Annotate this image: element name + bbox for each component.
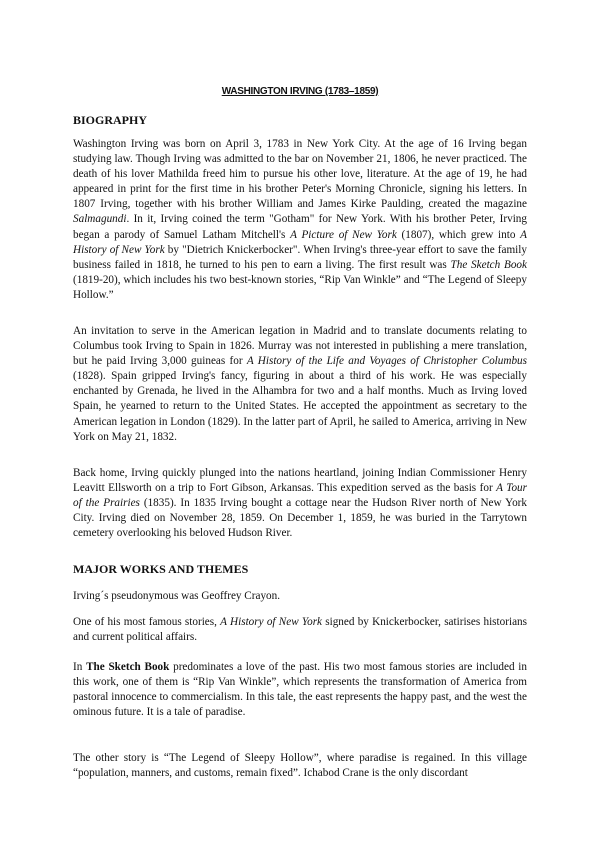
italic-title: A Tour of the Prairies <box>73 482 527 510</box>
biography-paragraph-1 <box>73 137 527 303</box>
text-run: Back home, Irving quickly plunged into the nations heartland, joining Indian Commissioner Henry Leavitt Ellsworth on a trip to Fort Gibson, Arkansas. This expedition served as the basis for <box>73 467 527 495</box>
bold-title: The Sketch Book <box>86 661 170 673</box>
text-run: (1835). In 1835 Irving bought a cottage near the Hudson River north of New York City. Irving died on November 28, 1859. On December 1, 1859, he was buried in the Tarrytown cemetery overlooking his beloved Hudson River. <box>73 497 527 540</box>
italic-title: A History of the Life and Voyages of Christopher Columbus <box>246 355 527 368</box>
text-run: (1819-20), which includes his two best-known stories, “Rip Van Winkle” and “The Legend of Sleepy Hollow.” <box>73 273 527 301</box>
text-run: In <box>73 661 87 673</box>
text-run: (1828). Spain gripped Irving's fancy, figuring in about a third of his work. He was especially enchanted by Grenada, he lived in the Alhambra for two and a half months. Much as Irving loved Spain, he yearned to return to the United States. He accepted the appointment as secretary to the American legation in London (1829). In the latter part of April, he sailed to America, arriving in New York on May 21, 1832. <box>73 370 527 443</box>
document-title: WASHINGTON IRVING (1783–1859) <box>221 86 379 97</box>
biography-paragraph-3 <box>73 466 527 541</box>
works-paragraph-1 <box>73 589 527 604</box>
section-heading-biography: BIOGRAPHY <box>73 113 148 127</box>
italic-title: A History of New York <box>73 228 527 256</box>
italic-title: A Picture of New York <box>290 228 397 241</box>
section-heading-major-works: MAJOR WORKS AND THEMES <box>73 562 249 576</box>
text-run: An invitation to serve in the American legation in Madrid and to translate documents relating to Columbus took Irving to Spain in 1826. Murray was not interested in publishing a mere translation, but he paid Irving 3,000 guineas for <box>73 325 527 368</box>
text-run: Irving´s pseudonymous was Geoffrey Crayon. <box>73 590 281 602</box>
text-run: . In it, Irving coined the term "Gotham" for New York. With his brother Peter, Irving began a parody of Samuel Latham Mitchell's <box>73 213 527 241</box>
text-run: predominates a love of the past. His two most famous stories are included in this work, one of them is “Rip Van Winkle”, which represents the transformation of America from pastoral innocence to commercialism. In this tale, the east represents the happy past, and the west the ominous future. It is a tale of paradise. <box>73 661 528 719</box>
works-paragraph-3 <box>73 660 527 720</box>
text-run: The other story is “The Legend of Sleepy Hollow”, where paradise is regained. In this village “population, manners, and customs, remain fixed”. Ichabod Crane is the only discordant <box>73 752 527 780</box>
text-run: (1807), which grew into <box>396 228 521 241</box>
text-run: signed by Knickerbocker, satirises historians and current political affairs. <box>73 616 527 644</box>
works-paragraph-2 <box>73 615 527 645</box>
works-paragraph-4 <box>73 751 527 781</box>
biography-paragraph-2 <box>73 324 527 445</box>
text-run: Washington Irving was born on April 3, 1783 in New York City. At the age of 16 Irving began studying law. Though Irving was admitted to the bar on November 21, 1806, he never practiced. The death of his lover Mathilda freed him to pursue his other love, literature. At the age of 19, he had appeared in print for the first time in his brother Peter's Morning Chronicle, signing his letters. In 1807 Irving, together with his brother William and James Kirke Paulding, created the magazine <box>73 138 527 211</box>
italic-title: A History of New York <box>220 616 323 628</box>
text-run: One of his most famous stories, <box>73 616 221 628</box>
italic-title: Salmagundi <box>73 213 127 226</box>
text-run: by "Dietrich Knickerbocker". When Irving's three-year effort to save the family business failed in 1818, he turned to his pen to earn a living. The first result was <box>73 243 527 271</box>
italic-title: The Sketch Book <box>450 258 527 271</box>
